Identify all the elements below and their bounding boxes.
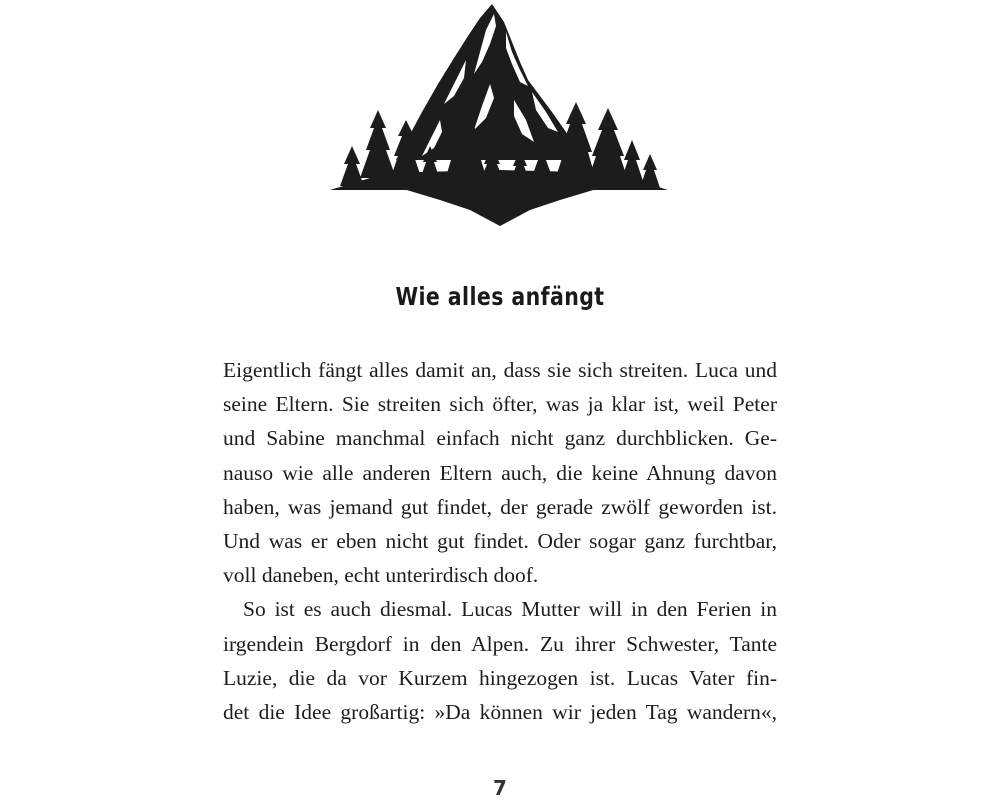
text-line: seine Eltern. Sie streiten sich öfter, was ja klar ist, weil Peter: [223, 392, 777, 417]
text-line: det die Idee großartig: »Da können wir jeden Tag wandern«,: [223, 699, 777, 724]
text-line: Eigentlich fängt alles damit an, dass sie sich streiten. Luca und: [223, 358, 777, 382]
mountain-forest-icon: [330, 0, 670, 230]
page-number: 7: [493, 776, 507, 800]
text-line: voll daneben, echt unterirdisch doof.: [223, 563, 539, 588]
text-line: Und was er eben nicht gut findet. Oder sogar ganz furchtbar,: [223, 528, 777, 553]
text-line: haben, was jemand gut findet, der gerade zwölf geworden ist.: [223, 494, 777, 519]
text-line: nauso wie alle anderen Eltern auch, die keine Ahnung davon: [223, 460, 777, 485]
text-line: und Sabine manchmal einfach nicht ganz durchblicken. Ge-: [223, 426, 777, 451]
chapter-title: Wie alles anfängt: [395, 282, 605, 311]
text-line: irgendein Bergdorf in den Alpen. Zu ihrer Schwester, Tante: [223, 631, 777, 656]
text-line: So ist es auch diesmal. Lucas Mutter will in den Ferien in: [243, 597, 777, 622]
body-text: [223, 353, 777, 729]
text-line: Luzie, die da vor Kurzem hingezogen ist. Lucas Vater fin-: [223, 665, 777, 690]
